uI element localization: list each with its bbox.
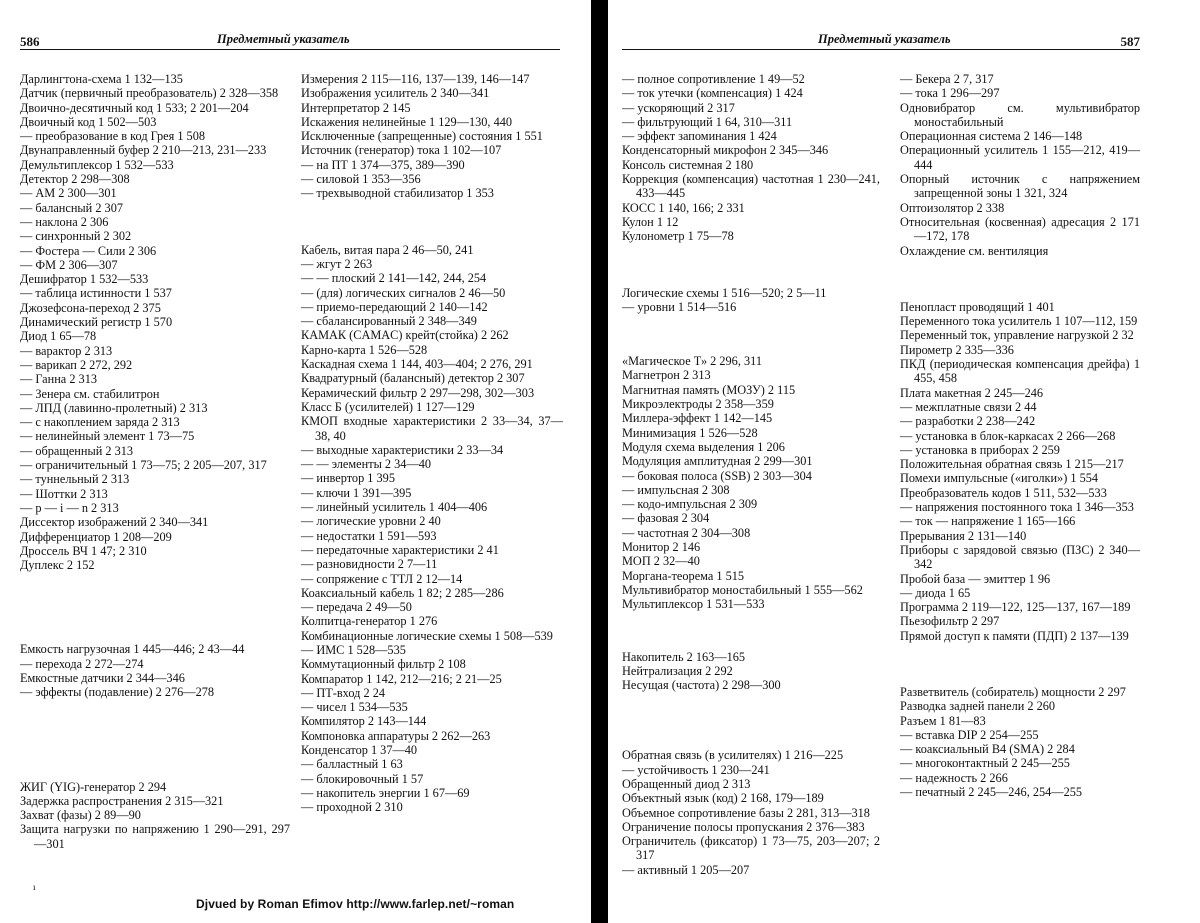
index-subentry: — сбалансированный 2 348—349 [301,314,477,329]
index-subentry: — на ПТ 1 374—375, 389—390 [301,157,465,172]
index-subentry: — нелинейный элемент 1 73—75 [20,429,195,444]
index-subentry: — варактор 2 313 [20,343,113,358]
page-number: 587 [1120,34,1140,49]
index-entry: КОСС 1 140, 166; 2 331 [622,200,745,215]
index-subentry: — надежность 2 266 [900,770,1008,785]
index-entry: Пробой база — эмиттер 1 96 [900,571,1051,586]
index-entry: Измерения 2 115—116, 137—139, 146—147 [301,72,530,86]
index-entry: Дарлингтона-схема 1 132—135 [20,72,183,86]
index-entry: Исключенные (запрещенные) состояния 1 551 [301,129,543,144]
index-entry: Диод 1 65—78 [20,329,97,344]
index-entry: Демультиплексор 1 532—533 [20,157,174,172]
index-entry: Модуля схема выделения 1 206 [622,439,785,454]
index-subentry: — фильтрующий 1 64, 310—311 [622,114,793,129]
index-entry: Задержка распространения 2 315—321 [20,793,224,808]
index-subentry: — эффекты (подавление) 2 276—278 [20,685,215,700]
index-entry: Модуляция амплитудная 2 299—301 [622,454,813,469]
page-number: 586 [20,34,40,49]
index-entry: Дешифратор 1 532—533 [20,272,149,287]
index-subentry: — (для) логических сигналов 2 46—50 [301,285,506,300]
index-entry: Интерпретатор 2 145 [301,100,411,115]
index-subentry: — Фостера — Сили 2 306 [20,243,157,258]
index-subentry: — — элементы 2 34—40 [301,457,432,472]
index-entry: Одновибратор см. мультивибратор моностабильный [900,100,1140,129]
scan-credit-footer: Djvued by Roman Efimov http://www.farlep.net/~roman [196,897,515,911]
index-subentry: — установка в блок-каркасах 2 266—268 [900,428,1116,443]
index-subentry: — балансный 2 307 [20,200,123,215]
index-subentry: — наклона 2 306 [20,214,109,229]
index-subentry: — накопитель энергии 1 67—69 [301,785,470,800]
index-subentry: — ИМС 1 528—535 [301,642,406,657]
index-entry: Компилятор 2 143—144 [301,714,427,729]
section-gap [900,643,1140,685]
index-entry: Пирометр 2 335—336 [900,342,1014,357]
index-subentry: — ток — напряжение 1 165—166 [900,514,1076,529]
index-entry: Переменный ток, управление нагрузкой 2 32 [900,328,1134,343]
section-gap [900,258,1140,300]
index-entry: Ограничитель (фиксатор) 1 73—75, 203—207; 2 317 [622,834,880,863]
index-subentry: — фазовая 2 304 [622,511,710,526]
index-subentry: — АМ 2 300—301 [20,186,117,201]
index-subentry: — импульсная 2 308 [622,482,730,497]
section-gap [622,692,880,748]
index-entry: Источник (генератор) тока 1 102—107 [301,143,502,158]
index-subentry: — варикап 2 272, 292 [20,357,133,372]
index-subentry: — ограничительный 1 73—75; 2 205—207, 317 [20,458,267,473]
index-entry: Коаксиальный кабель 1 82; 2 285—286 [301,585,504,600]
index-entry: Консоль системная 2 180 [622,157,754,172]
index-entry: МОП 2 32—40 [622,554,700,569]
index-subentry: — недостатки 1 591—593 [301,528,437,543]
index-entry: Диссектор изображений 2 340—341 [20,515,209,530]
index-subentry: — разновидности 2 7—11 [301,557,438,572]
index-subentry: — многоконтактный 2 245—255 [900,756,1070,771]
index-entry: Квадратурный (балансный) детектор 2 307 [301,371,525,386]
header-rule [622,49,1140,50]
index-entry: Двоичный код 1 502—503 [20,114,157,129]
index-subentry: — передаточные характеристики 2 41 [301,542,499,557]
index-column [900,72,1140,799]
index-subentry: — проходной 2 310 [301,800,403,815]
index-subentry: — кодо-импульсная 2 309 [622,497,758,512]
index-entry: Колпитца-генератор 1 276 [301,614,438,629]
index-entry: Переменного тока усилитель 1 107—112, 159 [900,314,1138,329]
index-entry: Класс Б (усилителей) 1 127—129 [301,399,475,414]
index-entry: Искажения нелинейные 1 129—130, 440 [301,114,513,129]
index-entry: Коррекция (компенсация) частотная 1 230—241, 433—445 [622,172,880,201]
index-subentry: — Ганна 2 313 [20,372,97,387]
header-rule [20,49,560,50]
index-subentry: — диода 1 65 [900,585,971,600]
index-entry: Дроссель ВЧ 1 47; 2 310 [20,543,147,558]
index-entry: Комбинационные логические схемы 1 508—539 [301,628,553,643]
index-subentry: — устойчивость 1 230—241 [622,762,770,777]
index-subentry: — ключи 1 391—395 [301,485,412,500]
index-entry: Обратная связь (в усилителях) 1 216—225 [622,748,844,763]
index-subentry: — с накоплением заряда 2 313 [20,415,180,430]
index-entry: Оптоизолятор 2 338 [900,200,1005,215]
index-entry: Детектор 2 298—308 [20,172,130,187]
running-head [622,32,1140,52]
index-entry: Помехи импульсные («иголки») 1 554 [900,471,1099,486]
index-subentry: — инвертор 1 395 [301,471,395,486]
index-entry: Относительная (косвенная) адресация 2 171—172, 178 [900,214,1140,244]
index-subentry: — вставка DIP 2 254—255 [900,727,1039,742]
index-subentry: — синхронный 2 302 [20,229,132,244]
index-subentry: — приемо-передающий 2 140—142 [301,299,488,314]
index-subentry: — ЛПД (лавинно-пролетный) 2 313 [20,400,208,415]
index-subentry: — — плоский 2 141—142, 244, 254 [301,271,487,286]
index-entry: Конденсатор 1 37—40 [301,743,418,758]
index-subentry: — линейный усилитель 1 404—406 [301,500,488,515]
index-entry: Объектный язык (код) 2 168, 179—189 [622,791,824,806]
index-subentry: — Бекера 2 7, 317 [900,72,994,86]
index-entry: Дифференциатор 1 208—209 [20,529,172,544]
index-entry: Кулонометр 1 75—78 [622,229,734,244]
index-entry: Двунаправленный буфер 2 210—213, 231—233 [20,143,267,158]
index-subentry: — перехода 2 272—274 [20,656,144,671]
index-subentry: — передача 2 49—50 [301,600,412,615]
index-entry: Прямой доступ к памяти (ПДП) 2 137—139 [900,628,1129,643]
left-page [20,0,568,923]
index-subentry: — эффект запоминания 1 424 [622,129,777,144]
index-entry: Приборы с зарядовой связью (ПЗС) 2 340—342 [900,542,1140,572]
index-entry: «Магическое Т» 2 296, 311 [622,354,762,369]
index-subentry: — разработки 2 238—242 [900,414,1036,429]
index-column [301,72,563,815]
index-column [20,72,290,851]
running-head [20,32,568,52]
section-gap [301,201,563,243]
index-subentry: — межплатные связи 2 44 [900,399,1037,414]
index-entry: Микроэлектроды 2 358—359 [622,397,774,412]
index-subentry: — блокировочный 1 57 [301,771,424,786]
index-entry: Кабель, витая пара 2 46—50, 241 [301,242,474,257]
index-entry: Логические схемы 1 516—520; 2 5—11 [622,285,827,300]
index-subentry: — активный 1 205—207 [622,862,750,877]
index-subentry: — силовой 1 353—356 [301,172,421,187]
section-gap [20,700,290,780]
index-subentry: — напряжения постоянного тока 1 346—353 [900,500,1134,515]
index-subentry: — сопряжение с ТТЛ 2 12—14 [301,571,463,586]
index-entry: Миллера-эффект 1 142—145 [622,411,773,426]
book-gutter [591,0,608,923]
section-gap [622,314,880,354]
index-entry: Динамический регистр 1 570 [20,315,173,330]
index-entry: Датчик (первичный преобразователь) 2 328—358 [20,86,279,101]
index-entry: Емкостные датчики 2 344—346 [20,670,185,685]
index-entry: Кулон 1 12 [622,214,679,229]
index-subentry: — жгут 2 263 [301,256,373,271]
index-subentry: — трехвыводной стабилизатор 1 353 [301,186,494,201]
index-entry: Операционная система 2 146—148 [900,129,1083,144]
index-entry: Захват (фазы) 2 89—90 [20,808,141,823]
index-subentry: — боковая полоса (SSB) 2 303—304 [622,468,812,483]
index-entry: КМОП входные характеристики 2 33—34, 37—38, 40 [301,414,563,443]
index-entry: Обращенный диод 2 313 [622,776,751,791]
index-subentry: — Зенера см. стабилитрон [20,386,160,401]
index-subentry: — ускоряющий 2 317 [622,100,735,115]
index-subentry: — печатный 2 245—246, 254—255 [900,785,1083,800]
index-entry: Компаратор 1 142, 212—216; 2 21—25 [301,671,502,686]
index-subentry: — обращенный 2 313 [20,443,134,458]
index-column [622,72,880,877]
index-entry: Двоично-десятичный код 1 533; 2 201—204 [20,100,249,115]
index-subentry: — ФМ 2 306—307 [20,257,118,272]
index-entry: КАМАК (CAMAC) крейт(стойка) 2 262 [301,328,509,343]
index-entry: Мультиплексор 1 531—533 [622,597,765,612]
index-entry: Джозефсона-переход 2 375 [20,300,161,315]
section-gap [20,572,290,642]
index-entry: Прерывания 2 131—140 [900,528,1027,543]
index-entry: Программа 2 119—122, 125—137, 167—189 [900,600,1131,615]
index-entry: Керамический фильтр 2 297—298, 302—303 [301,385,535,400]
index-entry: Несущая (частота) 2 298—300 [622,678,781,693]
index-entry: ПКД (периодическая компенсация дрейфа) 1 455, 458 [900,357,1140,386]
index-entry: Монитор 2 146 [622,540,701,555]
index-entry: Объемное сопротивление базы 2 281, 313—318 [622,805,870,820]
index-subentry: — преобразование в код Грея 1 508 [20,129,205,144]
index-entry: Защита нагрузки по напряжению 1 290—291, 297—301 [20,822,290,851]
index-entry: Ограничение полосы пропускания 2 376—383 [622,819,865,834]
index-entry: Мультивибратор моностабильный 1 555—562 [622,582,863,597]
index-subentry: — чисел 1 534—535 [301,700,408,715]
index-subentry: — тока 1 296—297 [900,86,1000,101]
index-entry: Изображения усилитель 2 340—341 [301,86,490,101]
section-gap [622,612,880,650]
index-entry: Положительная обратная связь 1 215—217 [900,457,1124,472]
index-entry: Разветвитель (собиратель) мощности 2 297 [900,684,1126,699]
index-subentry: — уровни 1 514—516 [622,299,737,314]
index-entry: Плата макетная 2 245—246 [900,385,1044,400]
index-subentry: — балластный 1 63 [301,757,403,772]
index-entry: Опорный источник с напряжением запрещенной зоны 1 321, 324 [900,172,1140,201]
index-entry: Моргана-теорема 1 515 [622,568,745,583]
header-title: Предметный указатель [818,32,951,46]
index-subentry: — таблица истинности 1 537 [20,286,172,301]
index-entry: Дуплекс 2 152 [20,558,95,573]
index-subentry: — туннельный 2 313 [20,472,130,487]
index-entry: Разъем 1 81—83 [900,713,986,728]
index-entry: Преобразователь кодов 1 511, 532—533 [900,485,1107,500]
index-subentry: — ток утечки (компенсация) 1 424 [622,86,803,101]
right-page [622,0,1140,923]
index-entry: Емкость нагрузочная 1 445—446; 2 43—44 [20,642,245,657]
section-gap [622,244,880,286]
index-subentry: — коаксиальный В4 (SMA) 2 284 [900,742,1075,757]
index-subentry: — установка в приборах 2 259 [900,442,1060,457]
index-subentry: — ПТ-вход 2 24 [301,685,385,700]
index-entry: Операционный усилитель 1 155—212, 419—444 [900,143,1140,172]
index-entry: Каскадная схема 1 144, 403—404; 2 276, 291 [301,357,533,372]
index-entry: Охлаждение см. вентиляция [900,243,1049,258]
index-entry: ЖИГ (YIG)-генератор 2 294 [20,779,167,794]
index-subentry: — выходные характеристики 2 33—34 [301,442,504,457]
index-entry: Карно-карта 1 526—528 [301,342,428,357]
index-entry: Разводка задней панели 2 260 [900,699,1056,714]
index-entry: Компоновка аппаратуры 2 262—263 [301,728,491,743]
index-entry: Конденсаторный микрофон 2 345—346 [622,143,829,158]
index-entry: Магнетрон 2 313 [622,368,711,383]
index-subentry: — Шоттки 2 313 [20,486,108,501]
index-entry: Накопитель 2 163—165 [622,649,746,664]
index-subentry: — частотная 2 304—308 [622,525,751,540]
index-entry: Магнитная память (МОЗУ) 2 115 [622,382,796,397]
index-subentry: — полное сопротивление 1 49—52 [622,72,805,86]
index-entry: Минимизация 1 526—528 [622,425,758,440]
header-title: Предметный указатель [217,32,350,46]
index-subentry: — p — i — n 2 313 [20,500,119,515]
index-entry: Пенопласт проводящий 1 401 [900,299,1055,314]
index-entry: Коммутационный фильтр 2 108 [301,657,466,672]
corner-mark: ı [33,882,36,892]
index-entry: Нейтрализация 2 292 [622,663,733,678]
index-entry: Пьезофильтр 2 297 [900,614,1000,629]
index-subentry: — логические уровни 2 40 [301,514,441,529]
